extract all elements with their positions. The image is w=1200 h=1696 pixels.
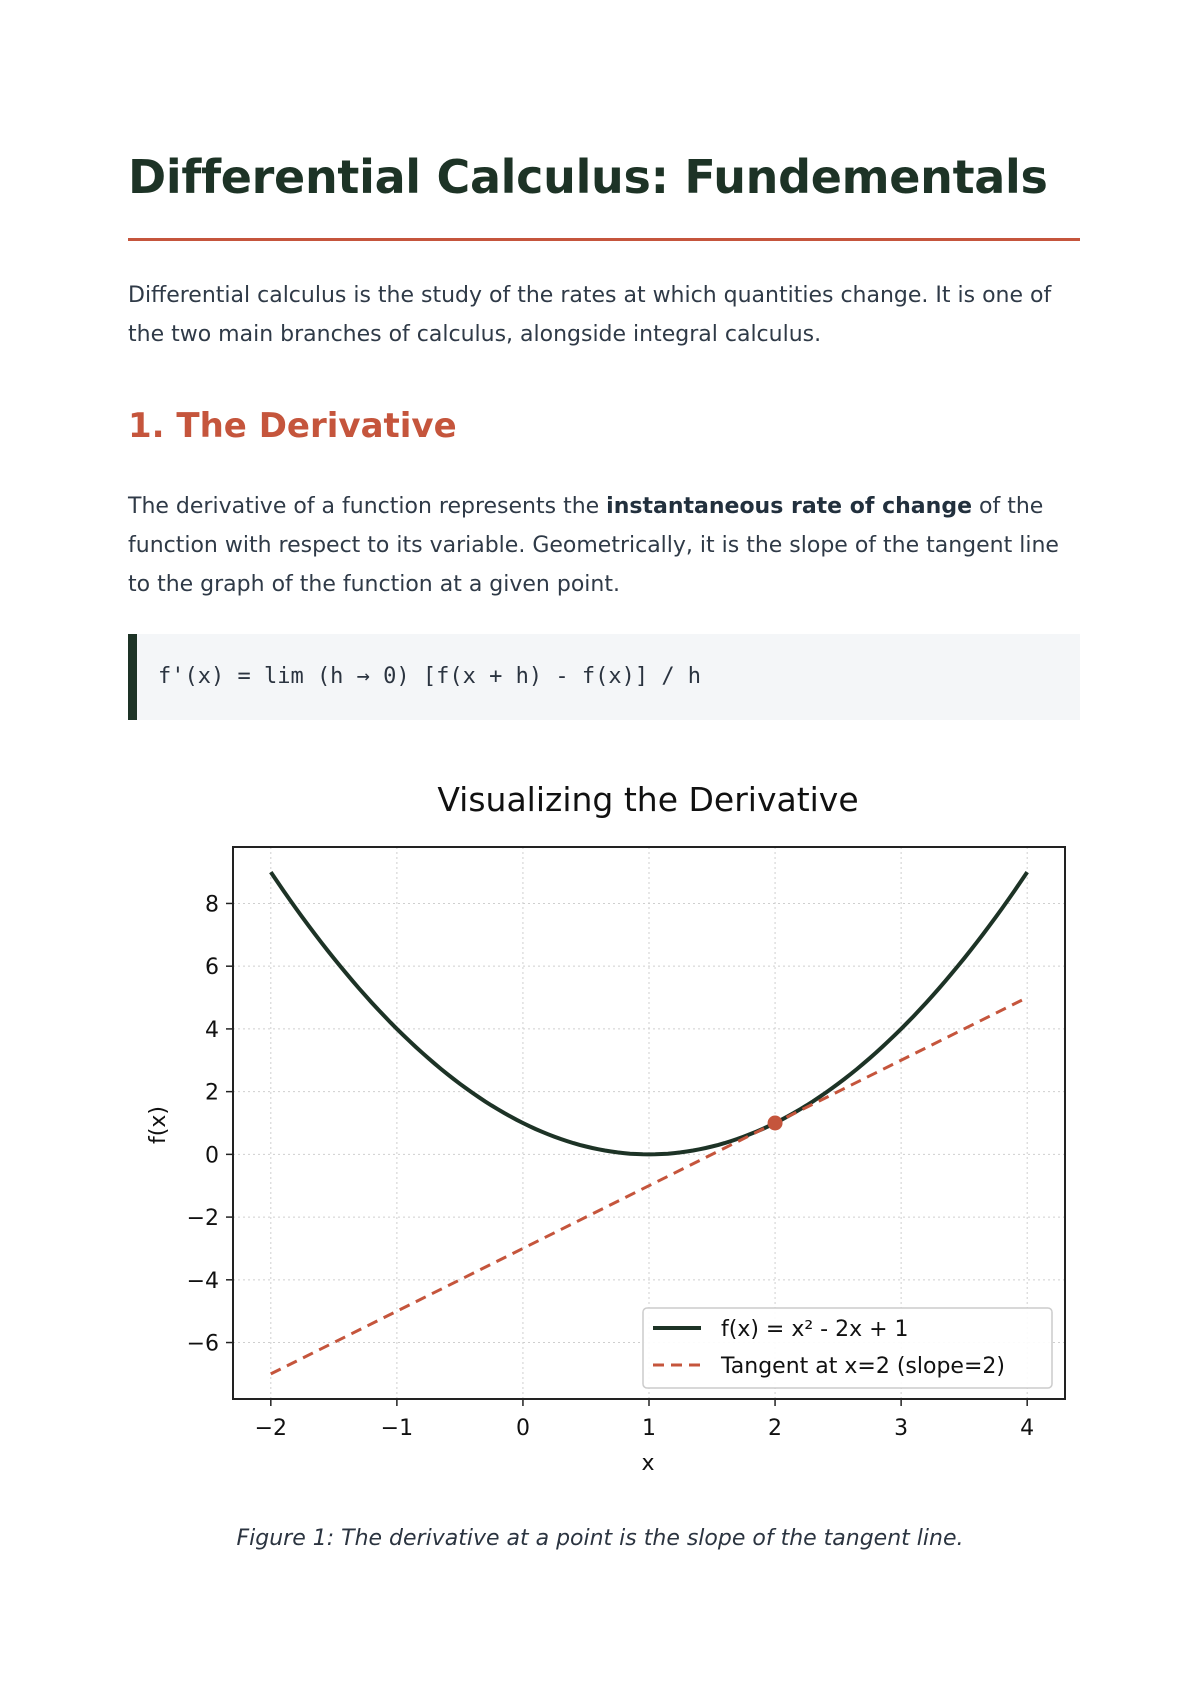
y-tick-label: 6 bbox=[205, 955, 219, 981]
derivative-formula-block: f'(x) = lim (h → 0) [f(x + h) - f(x)] / h bbox=[128, 634, 1080, 720]
x-tick-label: −2 bbox=[254, 1416, 288, 1441]
y-tick-label: 2 bbox=[205, 1080, 219, 1106]
x-tick-label: 2 bbox=[768, 1416, 783, 1441]
section-heading-derivative: 1. The Derivative bbox=[128, 406, 457, 446]
y-tick-label: 4 bbox=[205, 1017, 219, 1043]
x-axis-label: x bbox=[641, 1451, 655, 1476]
x-tick-label: 4 bbox=[1020, 1416, 1035, 1441]
chart-legend bbox=[643, 1308, 1052, 1388]
chart-title: Visualizing the Derivative bbox=[437, 780, 859, 819]
derivative-text-end: of the function with respect to its variable. Geometrically, it is the slope of the tangent line to the graph of the function at a given point. bbox=[128, 494, 1059, 597]
legend-label: f(x) = x² - 2x + 1 bbox=[721, 1317, 909, 1342]
derivative-text-bold: instantaneous rate of change bbox=[606, 494, 972, 519]
derivative-text-start: The derivative of a function represents the bbox=[128, 494, 607, 519]
x-tick-label: 3 bbox=[894, 1416, 909, 1441]
x-tick-label: −1 bbox=[380, 1416, 414, 1441]
legend-label: Tangent at x=2 (slope=2) bbox=[721, 1354, 1005, 1379]
y-axis-label: f(x) bbox=[146, 1106, 171, 1144]
intro-paragraph: Differential calculus is the study of the rates at which quantities change. It is one of the two main branches of calculus, alongside integral calculus. bbox=[128, 283, 1052, 347]
figure-caption: Figure 1: The derivative at a point is the slope of the tangent line. bbox=[236, 1526, 964, 1551]
y-tick-label: −6 bbox=[186, 1331, 219, 1357]
y-tick-label: −2 bbox=[186, 1206, 219, 1232]
x-tick-label: 0 bbox=[515, 1416, 530, 1441]
x-tick-label: 1 bbox=[642, 1416, 656, 1441]
y-tick-label: 8 bbox=[205, 892, 219, 918]
page-title: Differential Calculus: Fundementals bbox=[128, 150, 1048, 204]
y-tick-label: −4 bbox=[186, 1268, 219, 1294]
y-tick-label: 0 bbox=[205, 1143, 219, 1169]
tangent-point bbox=[768, 1116, 783, 1131]
